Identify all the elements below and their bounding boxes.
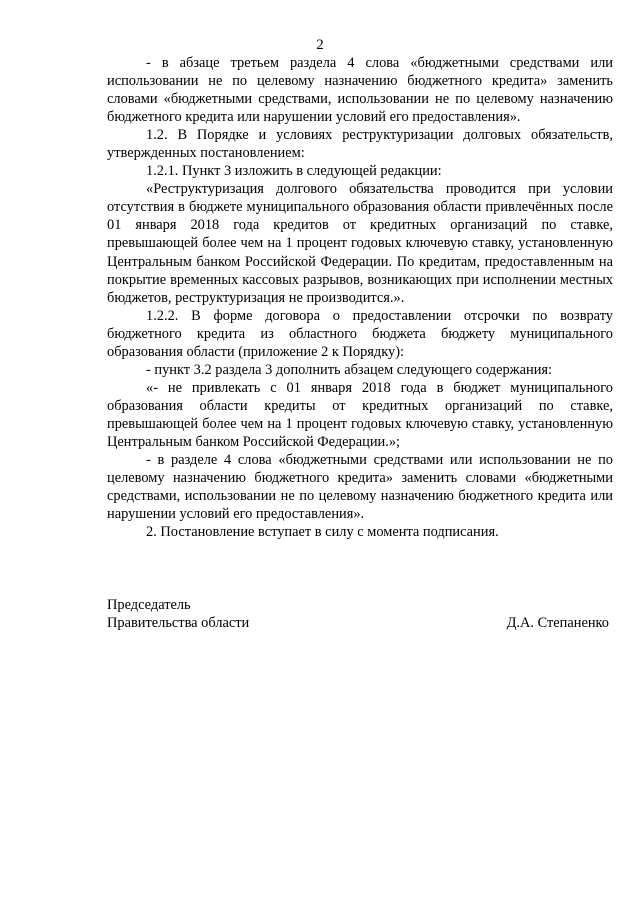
signature-block <box>107 596 613 632</box>
page-number: 2 <box>316 37 324 53</box>
paragraph-restructuring-order: 1.2. В Порядке и условиях реструктуризации долговых обязательств, утвержденных постановлением: <box>107 127 613 162</box>
paragraph-no-borrowing: «- не привлекать с 01 января 2018 года в бюджет муниципального образования области кредиты от кредитных организаций по ставке, превышающей более чем на 1 процент годовых ключевую ставку, установленную Центральным банком Российской Федерации.»; <box>107 379 613 450</box>
paragraph-item-1-2-1: 1.2.1. Пункт 3 изложить в следующей редакции: <box>146 163 442 180</box>
signature-title-line2 <box>107 614 613 632</box>
paragraph-item-1-2-2: 1.2.2. В форме договора о предоставлении отсрочки по возврату бюджетного кредита из областного бюджета бюджету муниципального образования области (приложение 2 к Порядку): <box>107 307 613 360</box>
paragraph-effective-date: 2. Постановление вступает в силу с момента подписания. <box>146 524 499 541</box>
paragraph-section4-amendment: - в абзаце третьем раздела 4 слова «бюджетными средствами или использовании не по целевому назначению бюджетного кредита» заменить словами «бюджетными средствами, использовании не по целевому назначению бюджетного кредита или нарушении условий его предоставления». <box>107 55 613 126</box>
paragraph-section4-replace: - в разделе 4 слова «бюджетными средствами или использовании не по целевому назначению бюджетного кредита» заменить словами «бюджетными средствами, использовании не по целевому назначению бюджетного кредита или нарушении условий его предоставления». <box>107 452 613 523</box>
paragraph-restructuring-text: «Реструктуризация долгового обязательства проводится при условии отсутствия в бюджете муниципального образования области привлечённых после 01 января 2018 года кредитов от кредитных организаций по ставке, превышающей более чем на 1 процент годовых ключевую ставку, установленную Центральным банком Российской Федерации. По кредитам, предоставленным на покрытие временных кассовых разрывов, возникающих при исполнении местных бюджетов, реструктуризация не производится.». <box>107 181 613 306</box>
signatory-name: Д.А. Степаненко <box>506 615 609 631</box>
signatory-title-2: Правительства области <box>107 615 250 631</box>
paragraph-item-3-2: - пункт 3.2 раздела 3 дополнить абзацем следующего содержания: <box>146 361 553 378</box>
signatory-title-1: Председатель <box>107 597 191 613</box>
document-body <box>107 54 613 541</box>
signature-title-line1 <box>107 596 613 614</box>
